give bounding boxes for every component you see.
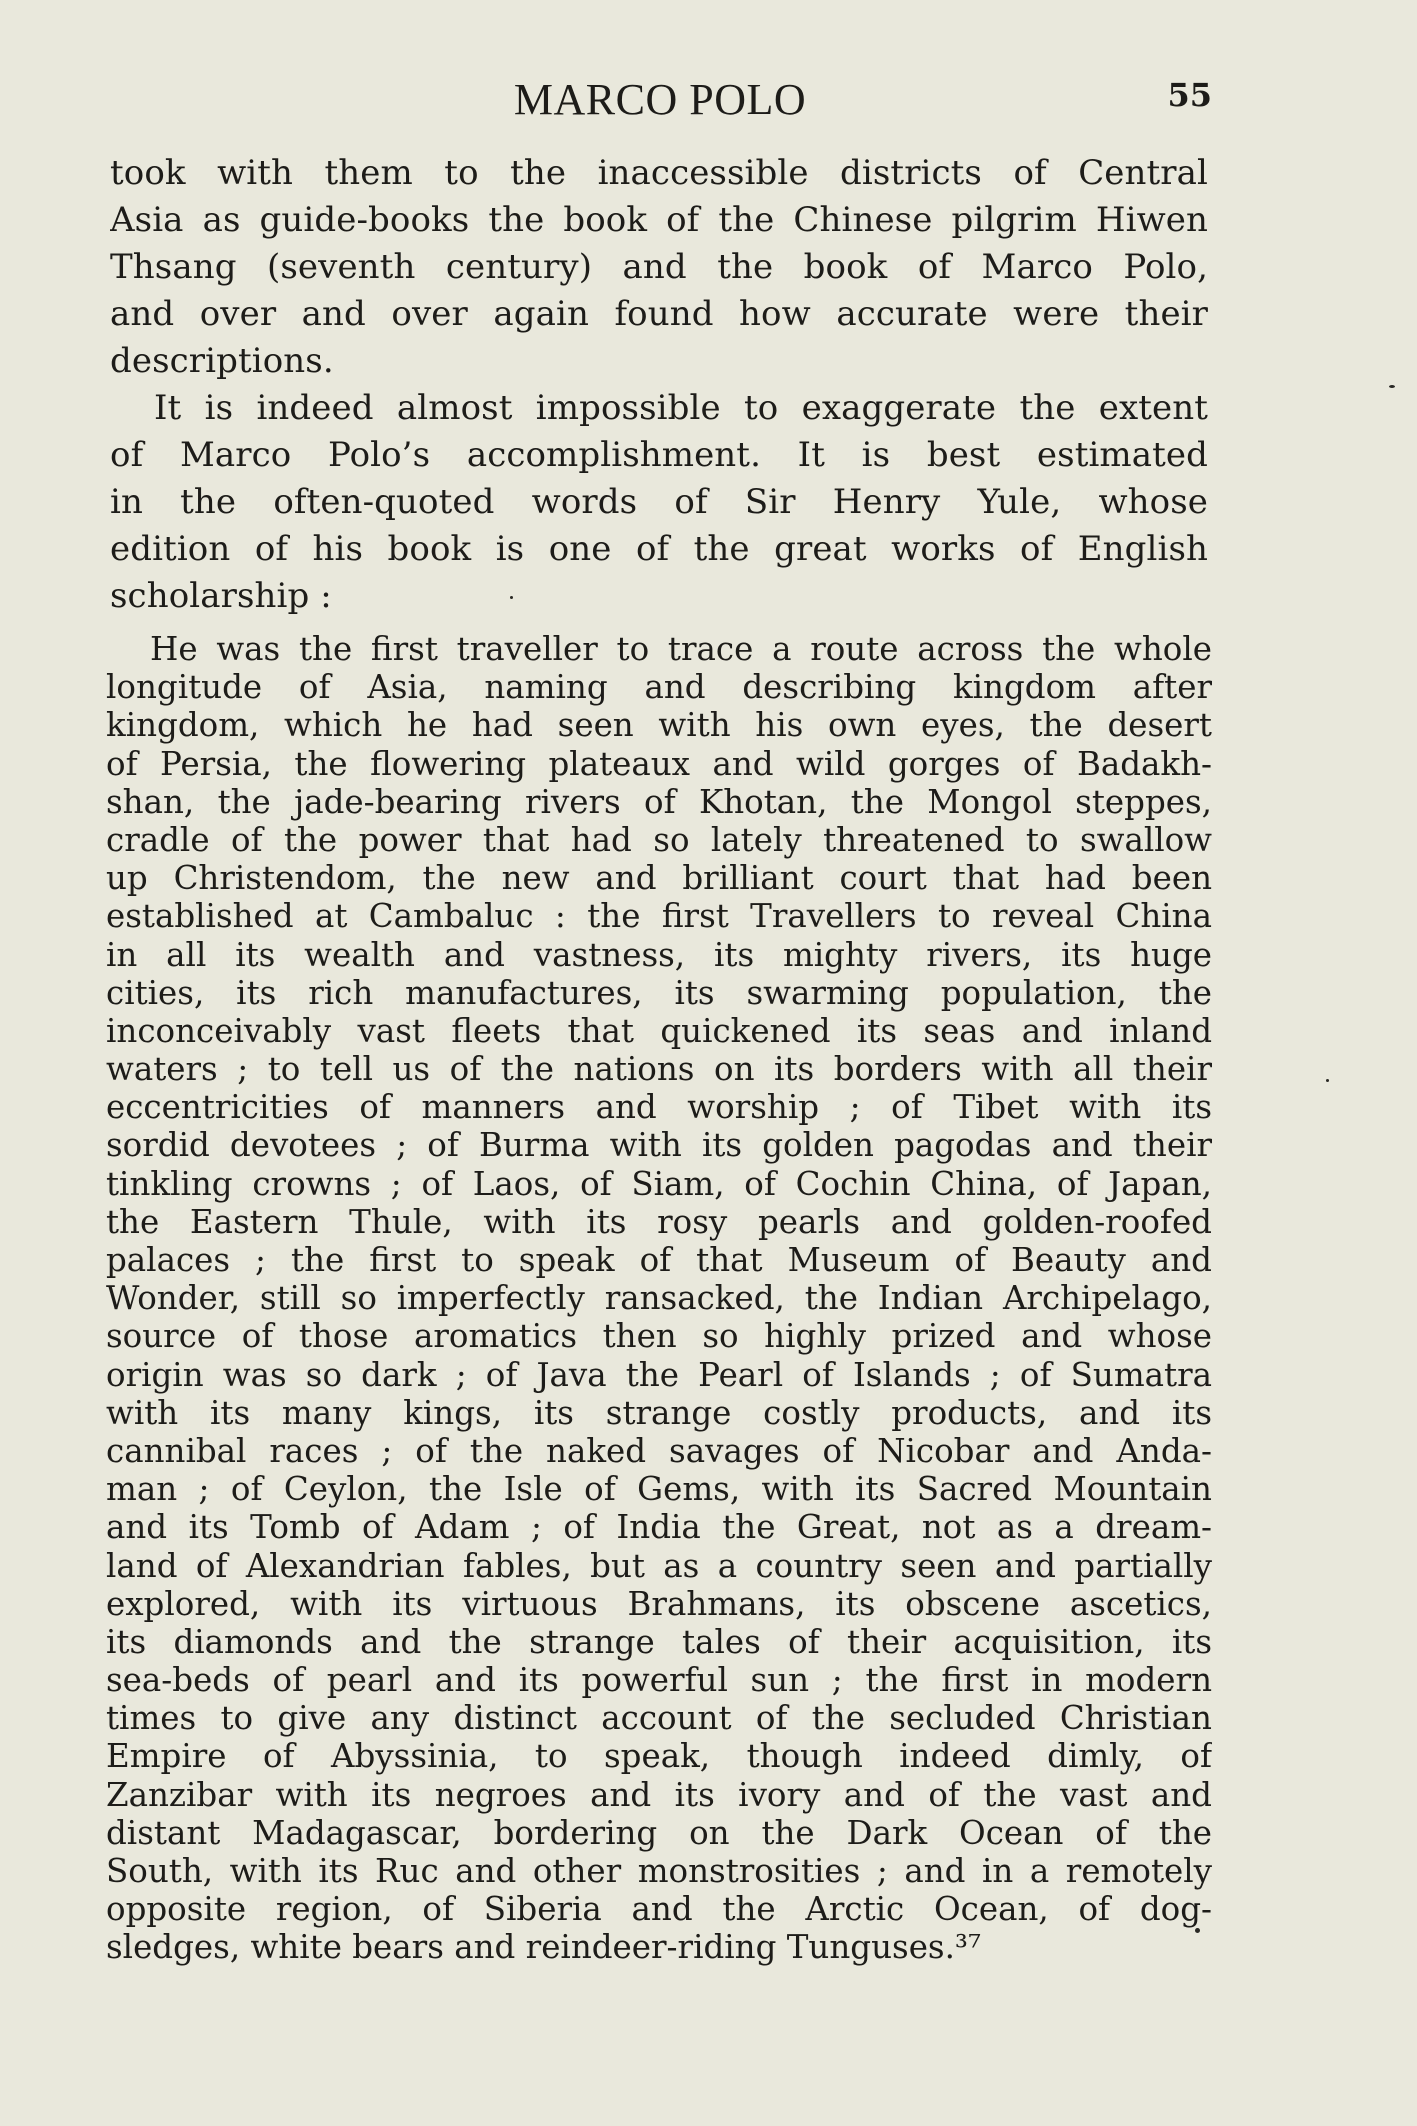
quote-line: distant Madagascar, bordering on the Dark Ocean of the <box>106 1813 1212 1852</box>
quote-line: established at Cambaluc : the first Travellers to reveal China <box>106 897 1212 936</box>
quote-line: eccentricities of manners and worship ; of Tibet with its <box>106 1088 1212 1127</box>
running-title: MARCO POLO <box>513 75 807 124</box>
quote-line: He was the first traveller to trace a route across the whole <box>150 630 1212 668</box>
quote-line: cities, its rich manufactures, its swarming population, the <box>106 973 1212 1012</box>
quote-line: Wonder, still so imperfectly ransacked, the Indian Archipelago, <box>106 1279 1212 1318</box>
quote-line: explored, with its virtuous Brahmans, its obscene ascetics, <box>106 1584 1212 1623</box>
quote-line: South, with its Ruc and other monstrosities ; and in a remotely <box>106 1852 1212 1890</box>
paper-speck <box>1326 1079 1329 1082</box>
quote-line: waters ; to tell us of the nations on its borders with all their <box>106 1050 1212 1089</box>
text-line: Asia as guide-books the book of the Chinese pilgrim Hiwen <box>110 200 1208 240</box>
quote-line: shan, the jade-bearing rivers of Khotan, the Mongol steppes, <box>106 782 1212 821</box>
quote-line: Zanzibar with its negroes and its ivory and of the vast and <box>106 1775 1212 1814</box>
block-quote <box>106 630 1212 1967</box>
text-line: of Marco Polo’s accomplishment. It is best estimated <box>110 435 1208 475</box>
quote-line: inconceivably vast fleets that quickened its seas and inland <box>106 1011 1212 1050</box>
quote-line: tinkling crowns ; of Laos, of Siam, of Cochin China, of Japan, <box>106 1164 1212 1203</box>
quote-line: in all its wealth and vastness, its mighty rivers, its huge <box>106 935 1212 974</box>
quote-line: the Eastern Thule, with its rosy pearls and golden-roofed <box>106 1202 1212 1241</box>
quote-line: Empire of Abyssinia, to speak, though indeed dimly, of <box>106 1737 1212 1776</box>
quote-line: sledges, white bears and reindeer-riding Tunguses.³⁷ <box>106 1928 981 1967</box>
text-line: and over and over again found how accurate were their <box>110 294 1208 334</box>
quote-line: of Persia, the flowering plateaux and wild gorges of Badakh- <box>106 744 1212 783</box>
text-line: edition of his book is one of the great works of English <box>110 529 1208 569</box>
main-paragraphs <box>110 150 1208 620</box>
quote-line: and its Tomb of Adam ; of India the Great, not as a dream- <box>106 1508 1212 1547</box>
text-line: descriptions. <box>110 341 334 381</box>
paper-speck <box>1195 1928 1200 1933</box>
text-line: scholarship : <box>110 576 332 616</box>
quote-line: cradle of the power that had so lately threatened to swallow <box>106 820 1212 859</box>
quote-line: man ; of Ceylon, the Isle of Gems, with its Sacred Mountain <box>106 1470 1212 1509</box>
quote-line: up Christendom, the new and brilliant court that had been <box>106 859 1212 898</box>
text-line: Thsang (seventh century) and the book of Marco Polo, <box>110 247 1208 287</box>
quote-line: times to give any distinct account of the secluded Christian <box>106 1699 1212 1738</box>
quote-line: cannibal races ; of the naked savages of Nicobar and Anda- <box>106 1431 1212 1470</box>
page-number: 55 <box>1167 76 1212 114</box>
quote-line: sordid devotees ; of Burma with its golden pagodas and their <box>106 1126 1212 1165</box>
quote-line: palaces ; the first to speak of that Museum of Beauty and <box>106 1241 1212 1279</box>
quote-line: longitude of Asia, naming and describing kingdom after <box>106 668 1212 707</box>
paper-speck <box>1389 385 1395 388</box>
quote-line: origin was so dark ; of Java the Pearl of Islands ; of Sumatra <box>106 1355 1212 1394</box>
quote-line: its diamonds and the strange tales of their acquisition, its <box>106 1622 1212 1661</box>
page-header <box>108 74 1212 134</box>
quote-line: land of Alexandrian fables, but as a country seen and partially <box>106 1546 1212 1585</box>
quote-line: with its many kings, its strange costly products, and its <box>106 1393 1212 1432</box>
quote-line: kingdom, which he had seen with his own eyes, the desert <box>106 706 1212 745</box>
text-line: took with them to the inaccessible districts of Central <box>110 153 1208 193</box>
quote-line: sea-beds of pearl and its powerful sun ; the first in modern <box>106 1661 1212 1700</box>
text-line: in the often-quoted words of Sir Henry Yule, whose <box>110 482 1208 522</box>
quote-line: source of those aromatics then so highly prized and whose <box>106 1317 1212 1356</box>
quote-line: opposite region, of Siberia and the Arctic Ocean, of dog- <box>106 1890 1212 1929</box>
text-line: It is indeed almost impossible to exaggerate the extent <box>154 388 1208 428</box>
paper-speck <box>510 596 513 599</box>
